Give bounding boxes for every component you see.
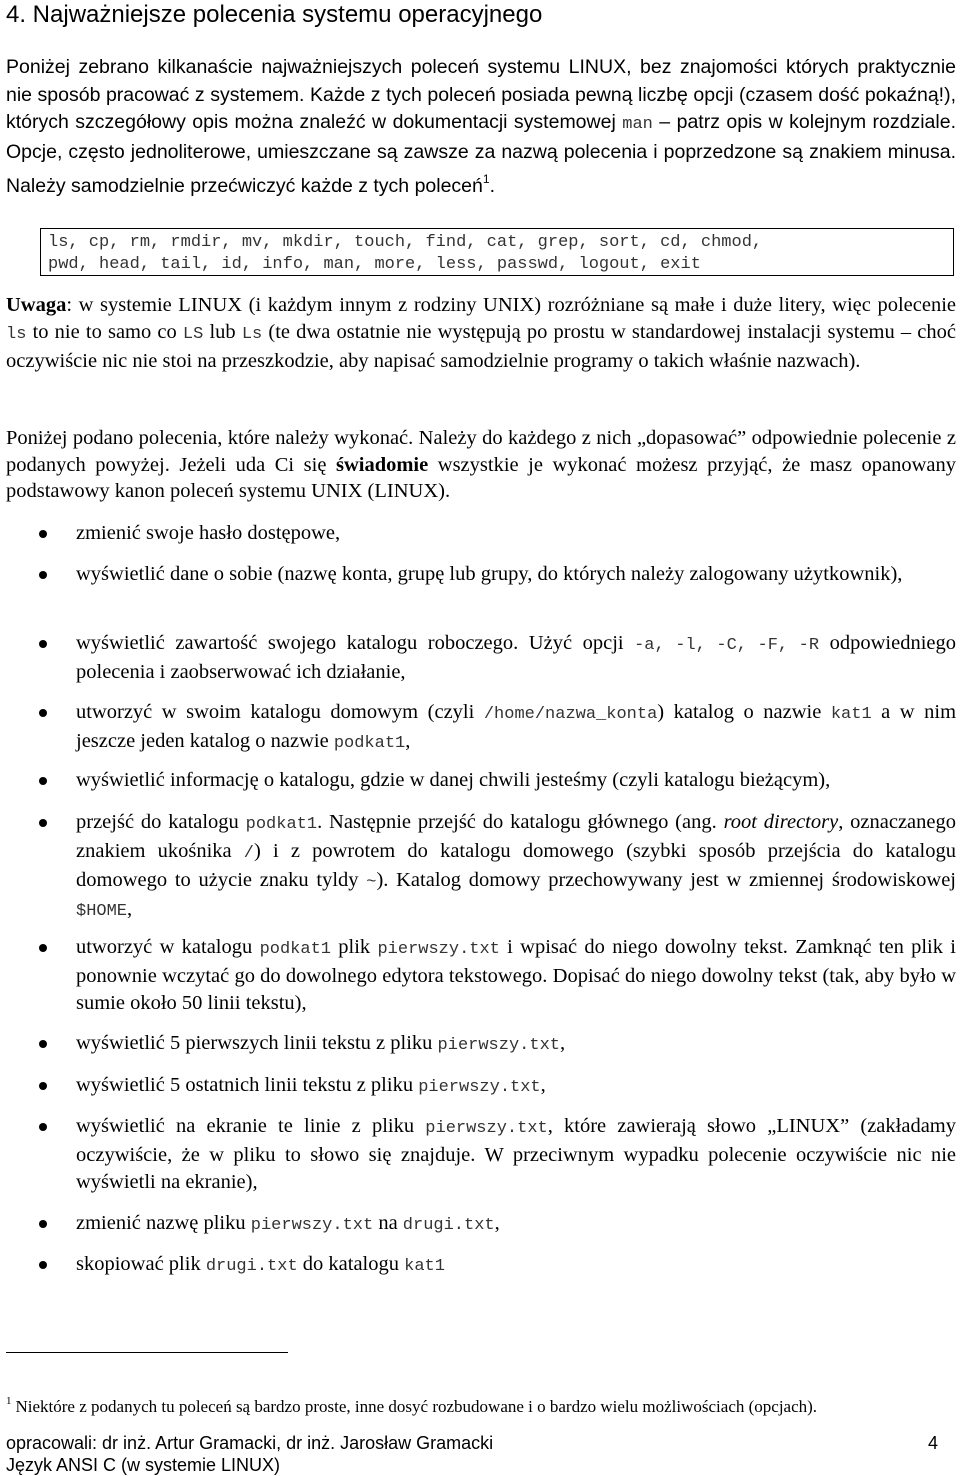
task-item: wyświetlić dane o sobie (nazwę konta, grupę lub grupy, do których należy zalogowany użytkownik), — [76, 561, 956, 588]
warning-label: Uwaga — [6, 294, 67, 316]
bullet-icon — [39, 1082, 47, 1090]
bullet-icon — [39, 571, 47, 579]
bullet-icon — [39, 1261, 47, 1269]
bullet-icon — [39, 1040, 47, 1048]
code-ls: ls — [6, 324, 27, 344]
task-item: wyświetlić na ekranie te linie z pliku pierwszy.txt, które zawierają słowo „LINUX” (zakładamy oczywiście, że w pliku to słowo się znajduje. W przeciwnym wypadku polecenie oczywiście nic nie wyświetli na ekranie), — [76, 1113, 956, 1196]
emphasis-consciously: świadomie — [335, 453, 429, 476]
code-LS: LS — [182, 324, 204, 344]
task-item: zmienić swoje hasło dostępowe, — [76, 520, 956, 547]
task-item: zmienić nazwę pliku pierwszy.txt na drugi.txt, — [76, 1210, 956, 1239]
code-man: man — [622, 115, 653, 134]
bullet-icon — [39, 1123, 47, 1131]
task-item: wyświetlić 5 pierwszych linii tekstu z pliku pierwszy.txt, — [76, 1030, 956, 1059]
intro-paragraph: Poniżej zebrano kilkanaście najważniejszych poleceń systemu LINUX, bez znajomości których praktycznie nie sposób pracować z systemem. Każde z tych poleceń posiada pewną liczbę opcji (czasem dość pokaźną!), których szczegółowy opis można znaleźć w dokumentacji systemowej man – patrz opis w kolejnym rozdziale. Opcje, często jednoliterowe, umieszczane są zawsze za nazwą polecenia i poprzedzone są znakiem minusa. Należy samodzielnie przećwiczyć każde z tych poleceń$^1$. — [6, 56, 956, 197]
footer-authors: opracowali: dr inż. Artur Gramacki, dr inż. Jarosław Gramacki — [6, 1433, 494, 1453]
bullet-icon — [39, 944, 47, 952]
bullet-icon — [39, 1220, 47, 1228]
task-item: wyświetlić informację o katalogu, gdzie w danej chwili jesteśmy (czyli katalogu bieżącym), — [76, 767, 956, 794]
task-item: wyświetlić zawartość swojego katalogu roboczego. Użyć opcji -a, -l, -C, -F, -R odpowiedniego polecenia i zaobserwować ich działanie, — [76, 630, 956, 686]
warning-paragraph: Uwaga: w systemie LINUX (i każdym innym z rodziny UNIX) rozróżniane są małe i duże litery, więc polecenie ls to nie to samo co LS lub Ls (te dwa ostatnie nie występują po prostu w standardowej instalacji systemu – choć oczywiście nic nie stoi na przeszkodzie, aby napisać samodzielnie programy o takich właśnie nazwach). — [6, 294, 956, 372]
footnote-mark: 1 — [6, 1395, 12, 1407]
bullet-icon — [39, 530, 47, 538]
intro-text: Poniżej zebrano kilkanaście najważniejszych poleceń systemu LINUX, bez znajomości których praktycznie nie sposób pracować z systemem. Każde z tych poleceń posiada pewną liczbę opcji (czasem dość pokaźną!), których szczegółowy opis można znaleźć w dokumentacji systemowej — [6, 56, 956, 133]
bullet-icon — [39, 709, 47, 717]
footer-course: Język ANSI C (w systemie LINUX) — [6, 1455, 281, 1475]
footer-page-number: 4 — [928, 1433, 939, 1453]
intro-text-2: – patrz opis w kolejnym rozdziale. Opcje, często jednoliterowe, umieszczane są zawsze za nazwą polecenia i poprzedzone są znakiem minusa. Należy samodzielnie przećwiczyć każde z tych poleceń — [6, 111, 956, 197]
bullet-icon — [39, 777, 47, 785]
footnote-text: Niektóre z podanych tu poleceń są bardzo proste, inne dosyć rozbudowane i o bardzo wielu możliwościach (opcjach). — [15, 1397, 818, 1416]
section-title: 4. Najważniejsze polecenia systemu operacyjnego — [6, 1, 543, 28]
task-item: wyświetlić 5 ostatnich linii tekstu z pliku pierwszy.txt, — [76, 1072, 956, 1101]
task-item: utworzyć w swoim katalogu domowym (czyli /home/nazwa_konta) katalog o nazwie kat1 a w nim jeszcze jeden katalog o nazwie podkat1, — [76, 699, 956, 757]
footnote-ref[interactable]: 1 — [482, 172, 490, 186]
commands-box — [40, 228, 954, 276]
footnote-separator — [6, 1352, 288, 1353]
task-item: utworzyć w katalogu podkat1 plik pierwszy.txt i wpisać do niego dowolny tekst. Zamknąć ten plik i ponownie wczytać go do dowolnego edytora tekstowego. Dopisać do niego dowolny tekst (tak, aby było w sumie około 50 linii tekstu), — [76, 934, 956, 1017]
task-intro-paragraph: Poniżej podano polecenia, które należy wykonać. Należy do każdego z nich „dopasować” odpowiednie polecenie z podanych powyżej. Jeżeli uda Ci się świadomie wszystkie je wykonać możesz przyjąć, że masz opanowany podstawowy kanon poleceń systemu UNIX (LINUX). — [6, 427, 956, 502]
bullet-icon — [39, 819, 47, 827]
bullet-icon — [39, 640, 47, 648]
commands-line-2: pwd, head, tail, id, info, man, more, less, passwd, logout, exit — [48, 255, 701, 274]
task-item: przejść do katalogu podkat1. Następnie przejść do katalogu głównego (ang. root directory, oznaczanego znakiem ukośnika /) i z powrotem do katalogu domowego (szybki sposób przejścia do katalogu domowego to użycie znaku tyldy ~). Katalog domowy przechowywany jest w zmiennej środowiskowej $HOME, — [76, 809, 956, 925]
commands-line-1: ls, cp, rm, rmdir, mv, mkdir, touch, find, cat, grep, sort, cd, chmod, — [48, 233, 763, 252]
code-Ls: Ls — [241, 324, 263, 344]
footnote — [6, 1390, 956, 1418]
task-item: skopiować plik drugi.txt do katalogu kat1 — [76, 1251, 956, 1280]
